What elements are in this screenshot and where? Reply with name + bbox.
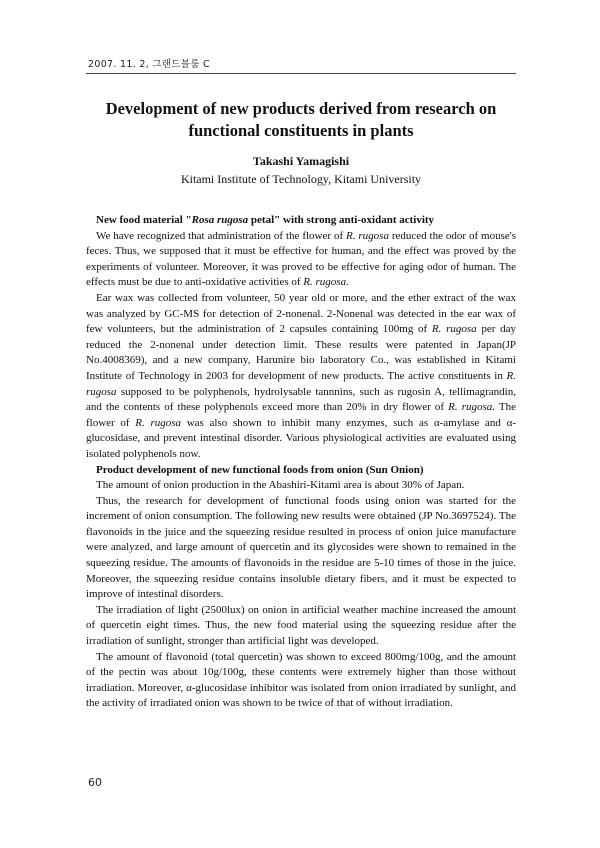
paper-title xyxy=(86,98,516,142)
text-run: Ear wax was collected from volunteer, 50 year old or more, and the ether extract of the wax was analyzed by GC-MS for detection of 2-nonenal. 2-Nonenal was detected in the ear wax of few volunteers, but the administration of 2 capsules containing 100mg of xyxy=(86,291,516,336)
section-heading-onion: Product development of new functional foods from onion (Sun Onion) xyxy=(96,463,424,476)
title-line-2: functional constituents in plants xyxy=(188,121,414,140)
heading-text-pre: New food material " xyxy=(96,214,192,226)
species-name: R. rugosa xyxy=(346,229,389,242)
text-run: supposed to be polyphenols, hydrolysable tannnins, such as rugosin A, tellimagrandin, and the contents of these polyphenols exceed more than 20% in dry flower of xyxy=(86,385,516,414)
heading-text-post: petal" with strong anti-oxidant activity xyxy=(248,214,435,226)
header-rule xyxy=(86,73,516,74)
author-name: Takashi Yamagishi xyxy=(252,154,350,168)
paper-body xyxy=(86,213,516,712)
section-heading-rosa xyxy=(86,213,516,229)
paragraph-onion-2: Thus, the research for development of functional foods using onion was started for the increment of onion consumption. The following new results were obtained (JP No.3697524). The flavonoids in the juice and the squeezing residue resulted in process of onion juice manufacture were analyzed, and large amount of quercetin and its glycosides were shown to remained in the squeezing residue. The amounts of flavonoids in the residue are 5-10 times of those in the juice. Moreover, the squeezing residue contains insoluble dietary fibers, and it must be expected to improve of intestinal disorders. xyxy=(86,494,516,601)
species-name: R. rugosa xyxy=(431,323,477,336)
paragraph-rosa-2 xyxy=(86,291,516,463)
paragraph-onion-1: The amount of onion production in the Abashiri-Kitami area is about 30% of Japan. xyxy=(96,479,465,492)
species-name: R. rugosa xyxy=(86,369,516,398)
text-run: per day reduced the 2-nonenal under detection limit. These results were patented in Japan(JP No.4008369), and a new company, Harunire bio laboratory Co., was established in Kitami Institute of Technology in 2003 for development of new products. The active constituents in xyxy=(86,323,516,382)
text-run: We have recognized that administration of the flower of xyxy=(96,229,347,242)
paragraph-onion-3: The irradiation of light (2500lux) on onion in artificial weather machine increased the amount of quercetin eight times. Thus, the new food material using the squeezing residue after the irradiation of sunlight, stronger than artificial light was developed. xyxy=(86,603,516,648)
text-run: reduced the odor of mouse's feces. Thus, we supposed that it must be effective for human, and the effect was proved by the experiments of volunteer. Moreover, it was proved to be effective for aging odor of human. The effects must be due to anti-oxidative activities of xyxy=(86,229,517,289)
heading-text-italic: Rosa rugosa xyxy=(191,214,249,226)
text-run: The flower of xyxy=(86,401,517,429)
text-run: was also shown to inhibit many enzymes, such as α-amylase and α-glucosidase, and prevent intestinal disorder. Various physiological activities are evaluated using isolated polyphenols now. xyxy=(86,416,517,460)
author-affiliation: Kitami Institute of Technology, Kitami University xyxy=(180,172,422,186)
page-number: 60 xyxy=(88,776,102,789)
species-name: R. rugosa. xyxy=(303,276,349,289)
paragraph-rosa-1 xyxy=(86,229,516,291)
title-line-1: Development of new products derived from research on xyxy=(105,99,497,118)
running-head: 2007. 11. 2, 그랜드볼룸 C xyxy=(88,59,210,70)
species-name: R. rugosa. xyxy=(448,401,496,414)
species-name: R. rugosa xyxy=(135,416,182,429)
paragraph-onion-4: The amount of flavonoid (total quercetin) was shown to exceed 800mg/100g, and the amount of the pectin was about 10g/100g, these contents were extremely higher than those without irradiation. Moreover, α-glucosidase inhibitor was isolated from onion irradiated by sunlight, and the activity of irradiated onion was shown to be twice of that of without irradiation. xyxy=(86,650,516,710)
